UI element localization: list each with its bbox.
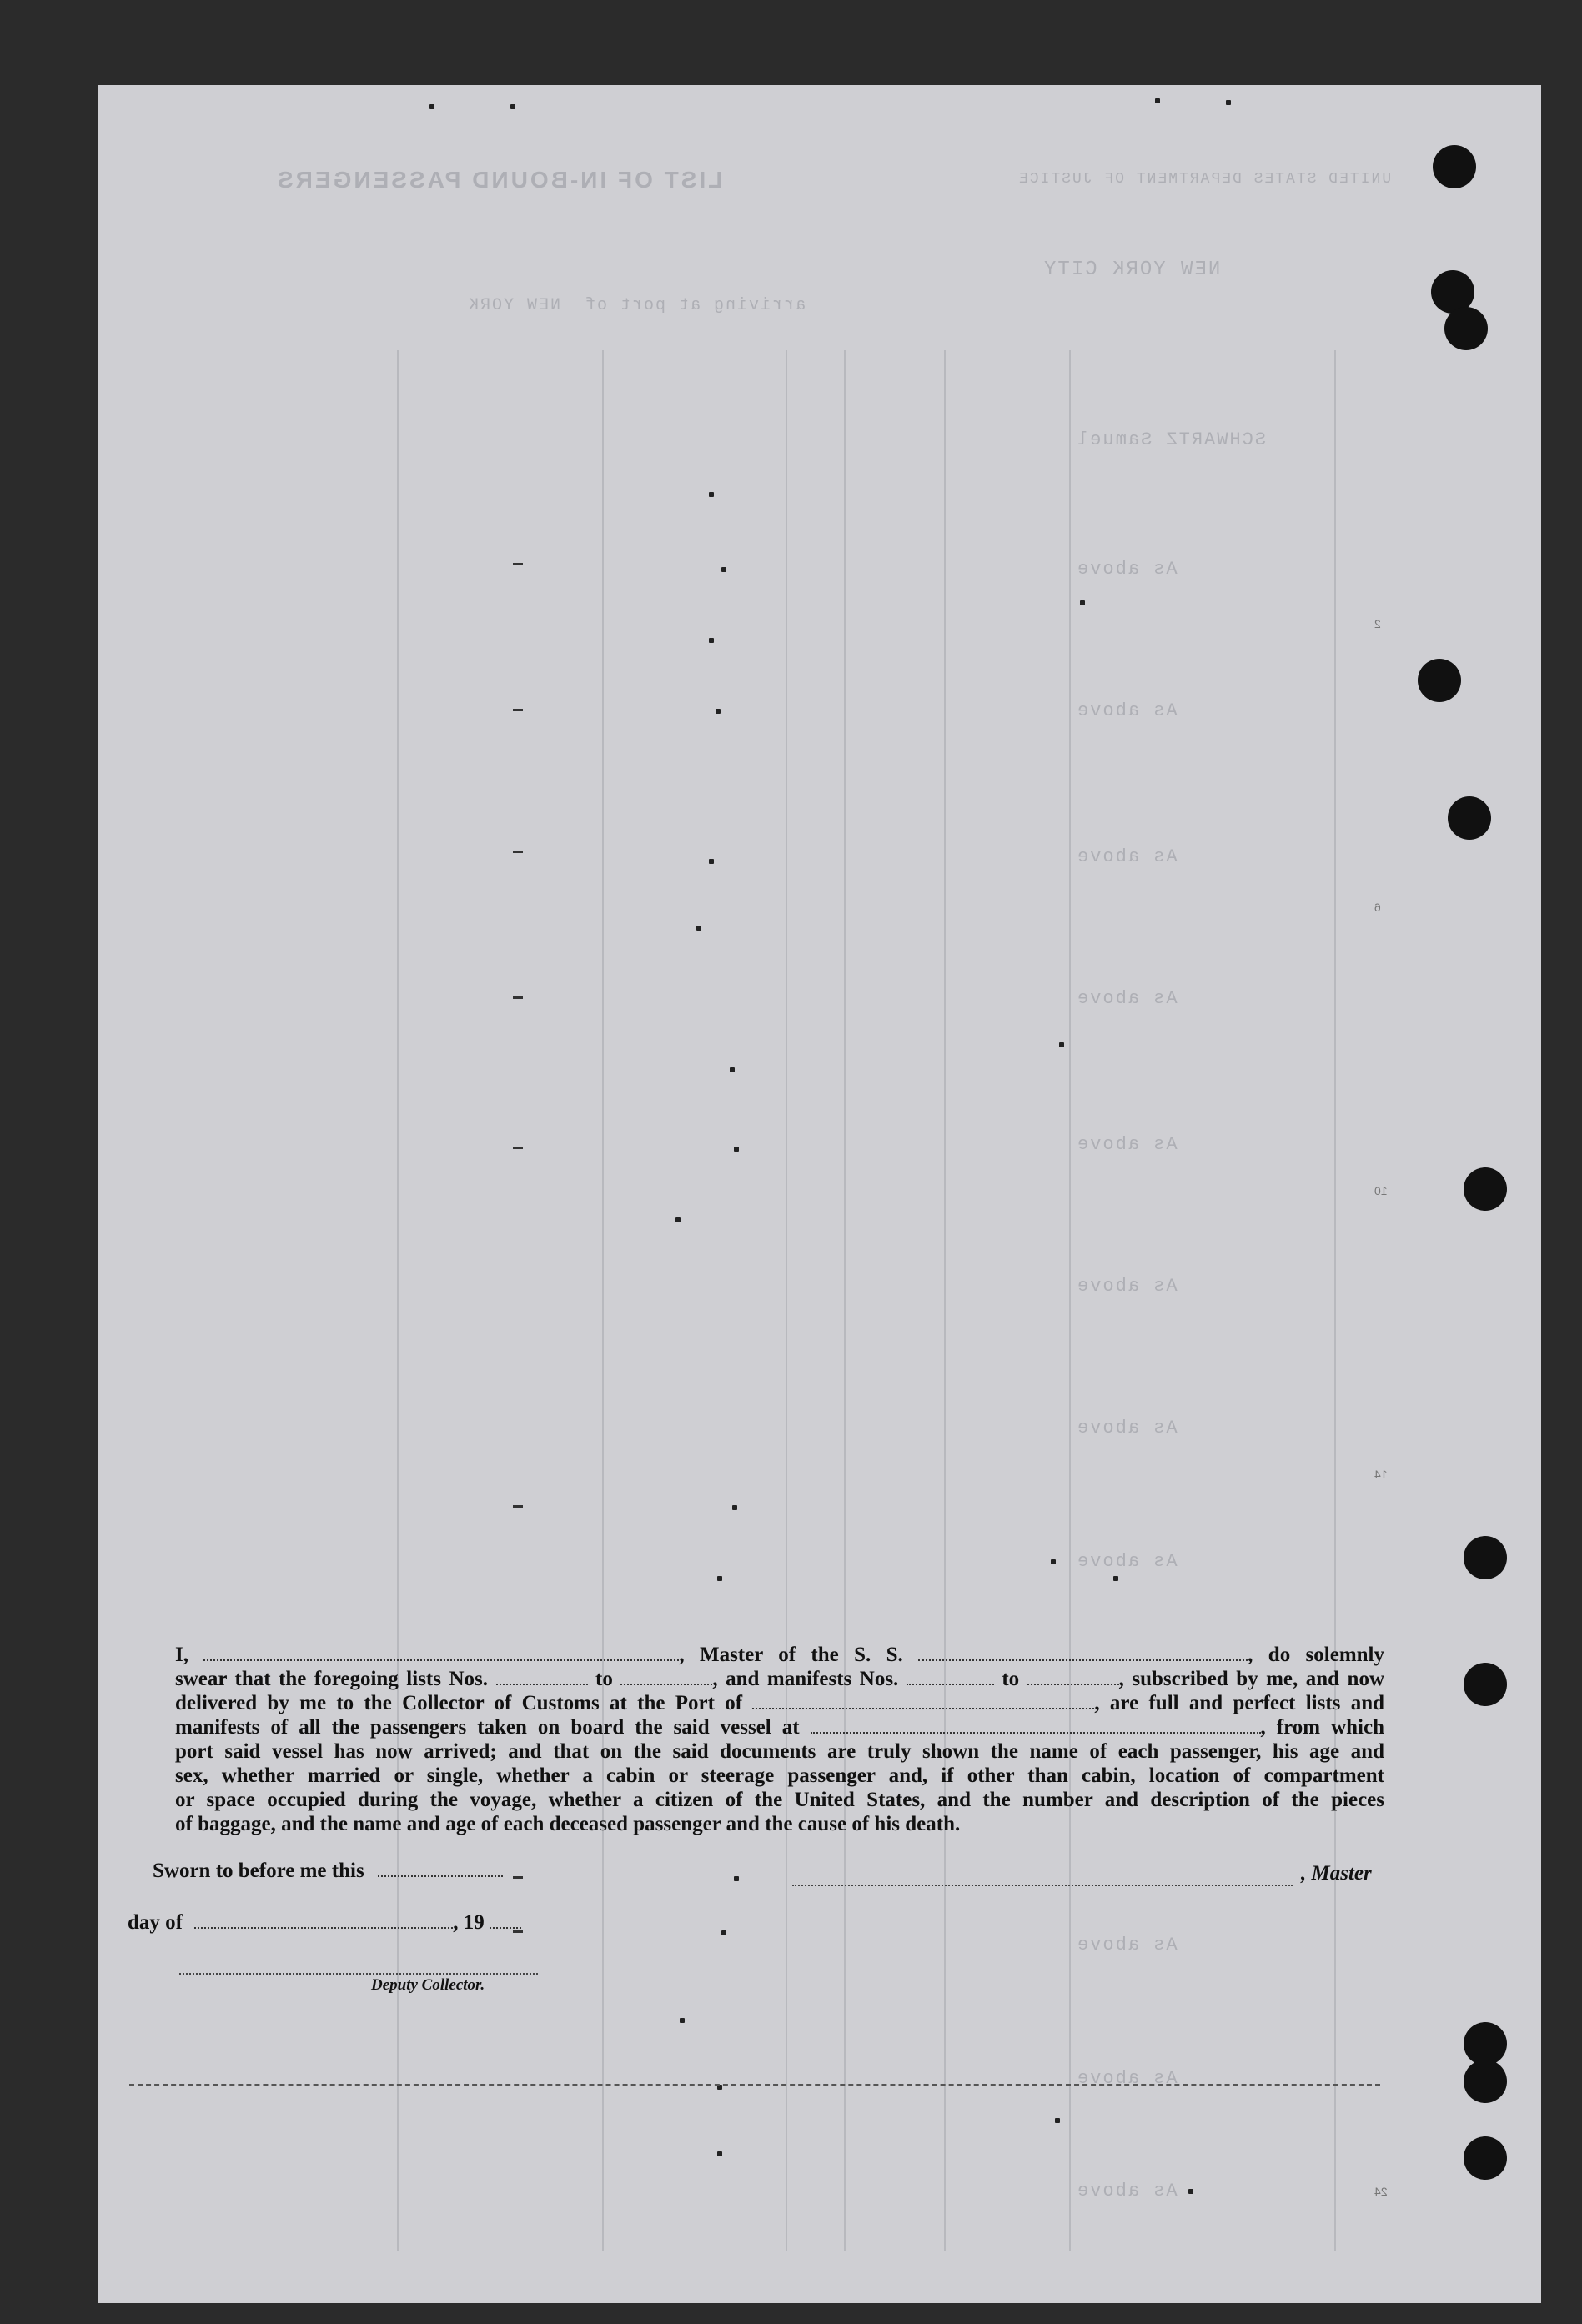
bleed-through-row: As above <box>1076 1276 1178 1297</box>
column-rule <box>397 350 399 2251</box>
punch-hole <box>1444 307 1488 350</box>
ink-dot <box>1080 600 1085 605</box>
ink-dot <box>1113 1576 1118 1581</box>
master-signature-line <box>792 1883 1293 1886</box>
oath-text: delivered by me to the Collector of Customs at the Port of <box>175 1692 743 1714</box>
ditto-mark <box>513 1505 523 1508</box>
oath-text: , from which <box>1260 1716 1384 1739</box>
bleed-through-arrival: arriving at port of NEW YORK <box>467 296 806 315</box>
bleed-through-row: As above <box>1076 1551 1178 1572</box>
punch-hole <box>1464 1663 1507 1706</box>
column-rule <box>786 350 787 2251</box>
row-number-mark: 10 <box>1374 1184 1388 1197</box>
bleed-through-row: As above <box>1076 1418 1178 1438</box>
ink-dot <box>675 1217 681 1222</box>
master-label: , Master <box>1301 1862 1372 1885</box>
ditto-mark <box>513 996 523 999</box>
departure-port-blank <box>811 1717 1261 1734</box>
bleed-through-row: As above <box>1076 559 1178 580</box>
bleed-through-row: As above <box>1076 700 1178 721</box>
oath-line <box>175 1643 1384 1667</box>
oath-line: sex, whether married or single, whether a cabin or steerage passenger and, if other than cabin, location of compartment <box>175 1764 1384 1787</box>
column-rule <box>602 350 604 2251</box>
oath-line <box>175 1715 1384 1739</box>
ditto-mark <box>513 851 523 853</box>
ditto-mark <box>513 1876 523 1879</box>
master-name-blank <box>203 1644 679 1661</box>
year-blank <box>490 1912 521 1929</box>
ink-dot <box>730 1067 735 1072</box>
ink-dot <box>717 1576 722 1581</box>
oath-text: , subscribed by me, and now <box>1118 1668 1385 1690</box>
punch-hole <box>1464 1536 1507 1579</box>
day-of-blank <box>194 1912 453 1929</box>
list-from-blank <box>496 1669 588 1685</box>
punch-hole <box>1464 2136 1507 2180</box>
master-oath <box>175 1643 1384 1836</box>
punch-hole <box>1433 145 1476 188</box>
ditto-mark <box>513 1147 523 1149</box>
column-rule <box>944 350 946 2251</box>
punch-hole <box>1418 659 1461 702</box>
sworn-date-blank <box>378 1860 503 1877</box>
ink-dot <box>709 638 714 643</box>
manifest-page <box>98 85 1541 2303</box>
ink-dot <box>1226 100 1231 105</box>
oath-text: to <box>1002 1668 1020 1690</box>
bleed-through-title: LIST OF IN-BOUND PASSENGERS <box>275 167 723 193</box>
manifest-to-blank <box>1027 1669 1119 1685</box>
ink-dot <box>510 104 515 109</box>
ink-dot <box>709 492 714 497</box>
oath-line: port said vessel has now arrived; and that on the said documents are truly shown the name of each passenger, his age and <box>175 1740 1384 1763</box>
row-number-mark: 24 <box>1374 2185 1388 2198</box>
ink-dot <box>1055 2118 1060 2123</box>
bleed-through-row: As above <box>1076 2068 1178 2089</box>
oath-line <box>175 1667 1384 1691</box>
oath-text: , do solemnly <box>1248 1644 1385 1666</box>
oath-text: , are full and perfect lists and <box>1094 1692 1385 1714</box>
deputy-collector-label: Deputy Collector. <box>371 1976 485 1994</box>
ink-dot <box>680 2018 685 2023</box>
ink-dot <box>709 859 714 864</box>
ink-dot <box>716 709 721 714</box>
sworn-label: Sworn to before me this <box>153 1860 364 1882</box>
punch-hole <box>1448 796 1491 840</box>
ink-dot <box>1051 1559 1056 1564</box>
row-number-mark: 14 <box>1374 1468 1388 1481</box>
bleed-through-row: As above <box>1076 2181 1178 2201</box>
list-to-blank <box>620 1669 712 1685</box>
oath-line <box>175 1691 1384 1715</box>
punch-hole <box>1464 1167 1507 1211</box>
day-of-label: day of <box>128 1911 183 1934</box>
oath-text: to <box>595 1668 613 1690</box>
punch-hole <box>1464 2060 1507 2103</box>
year-label: , 19 <box>453 1911 485 1934</box>
ink-dot <box>721 567 726 572</box>
bleed-through-vessel: NEW YORK CITY <box>1042 259 1221 281</box>
bleed-through-row: SCHWARTZ Samuel <box>1076 429 1267 450</box>
column-rule <box>1334 350 1336 2251</box>
vessel-name-blank <box>918 1644 1248 1661</box>
ink-dot <box>734 1876 739 1881</box>
row-number-mark: 2 <box>1374 617 1381 630</box>
oath-text: , and manifests Nos. <box>712 1668 899 1690</box>
day-of-line <box>128 1911 521 1935</box>
deputy-signature-line <box>179 1971 538 1975</box>
sworn-line <box>153 1860 503 1883</box>
oath-line: of baggage, and the name and age of each deceased passenger and the cause of his death. <box>175 1813 961 1835</box>
bleed-through-row: As above <box>1076 1935 1178 1955</box>
ink-dot <box>696 926 701 931</box>
ink-dot <box>732 1505 737 1510</box>
port-blank <box>752 1693 1094 1709</box>
ink-dot <box>717 2151 722 2156</box>
page-divider <box>129 2082 1380 2086</box>
oath-line: or space occupied during the voyage, whether a citizen of the United States, and the number and description of the pieces <box>175 1789 1384 1811</box>
ink-dot <box>1155 98 1160 103</box>
bleed-through-row: As above <box>1076 846 1178 867</box>
ink-dot <box>1188 2189 1193 2194</box>
ink-dot <box>429 104 434 109</box>
oath-text: I, <box>175 1644 188 1666</box>
bleed-through-header: UNITED STATES DEPARTMENT OF JUSTICE <box>1017 171 1392 188</box>
ink-dot <box>1059 1042 1064 1047</box>
oath-text: , Master of the S. S. <box>679 1644 903 1666</box>
column-rule <box>844 350 846 2251</box>
oath-text: manifests of all the passengers taken on board the said vessel at <box>175 1716 800 1739</box>
column-rule <box>1069 350 1071 2251</box>
ditto-mark <box>513 563 523 565</box>
ink-dot <box>721 1930 726 1935</box>
bleed-through-row: As above <box>1076 1134 1178 1155</box>
oath-text: swear that the foregoing lists Nos. <box>175 1668 489 1690</box>
bleed-through-row: As above <box>1076 988 1178 1009</box>
row-number-mark: 6 <box>1374 901 1381 914</box>
manifest-from-blank <box>907 1669 994 1685</box>
ink-dot <box>734 1147 739 1152</box>
ditto-mark <box>513 709 523 711</box>
